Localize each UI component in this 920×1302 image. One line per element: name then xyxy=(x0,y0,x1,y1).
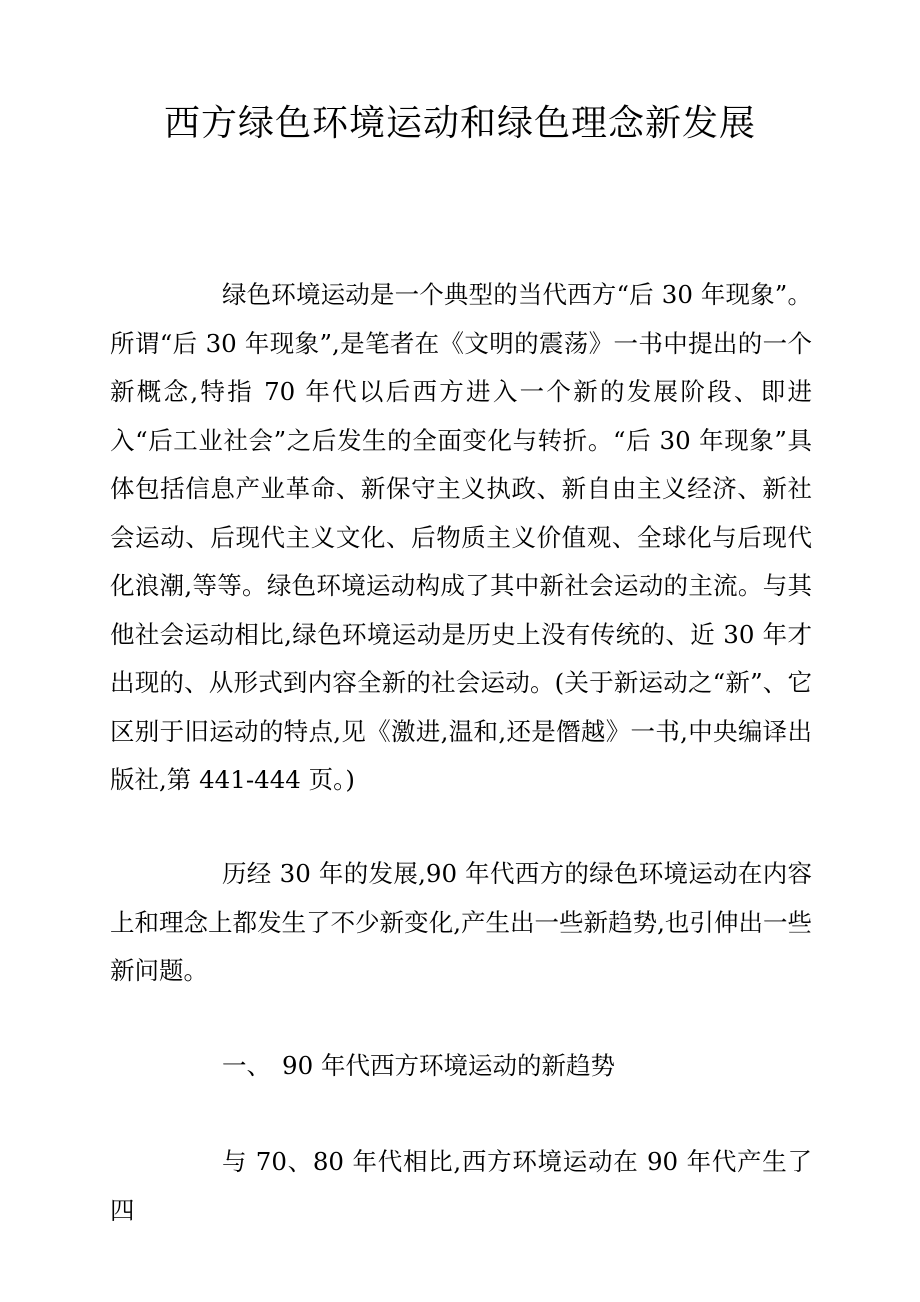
paragraph-3: 与 70、80 年代相比,西方环境运动在 90 年代产生了四 xyxy=(110,1147,812,1225)
document-title: 西方绿色环境运动和绿色理念新发展 xyxy=(163,103,756,144)
paragraph-2: 历经 30 年的发展,90 年代西方的绿色环境运动在内容上和理念上都发生了不少新变化,产生出一些新趋势,也引伸出一些新问题。 xyxy=(110,859,812,985)
section-heading-number: 一、 xyxy=(222,1051,271,1080)
section-heading-text: 90 年代西方环境运动的新趋势 xyxy=(282,1051,615,1080)
section-heading-1 xyxy=(222,1042,615,1090)
paragraph-1: 绿色环境运动是一个典型的当代西方“后 30 年现象”。所谓“后 30 年现象”,是笔者在《文明的震荡》一书中提出的一个新概念,特指 70 年代以后西方进入一个新的发展阶段、即进入“后工业社会”之后发生的全面变化与转折。“后 30 年现象”具体包括信息产业革命、新保守主义执政、新自由主义经济、新社会运动、后现代主义文化、后物质主义价值观、全球化与后现代化浪潮,等等。绿色环境运动构成了其中新社会运动的主流。与其他社会运动相比,绿色环境运动是历史上没有传统的、近 30 年才出现的、从形式到内容全新的社会运动。(关于新运动之“新”、它区别于旧运动的特点,见《激进,温和,还是僭越》一书,中央编译出版社,第 441-444 页。) xyxy=(110,280,812,794)
